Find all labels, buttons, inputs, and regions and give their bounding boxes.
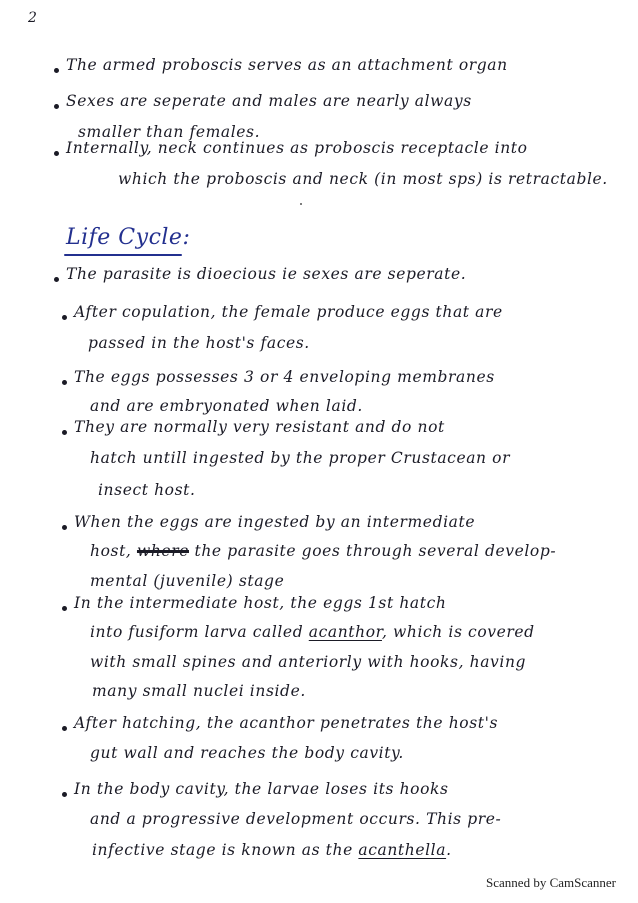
note-line: and are embryonated when laid. — [90, 397, 363, 415]
bullet-dot — [54, 104, 59, 109]
note-text: host, — [90, 542, 132, 560]
note-line: many small nuclei inside. — [92, 682, 306, 700]
note-line: They are normally very resistant and do not — [74, 418, 445, 436]
note-line: The armed proboscis serves as an attachment organ — [66, 56, 508, 74]
note-line: The parasite is dioecious ie sexes are seperate. — [66, 265, 467, 283]
underlined-term: acanthor — [308, 623, 382, 641]
underlined-term: acanthella — [358, 841, 447, 859]
bullet-dot — [62, 525, 67, 530]
bullet-dot — [54, 151, 59, 156]
bullet-dot — [62, 792, 67, 797]
scan-speck — [300, 203, 302, 205]
bullet-dot — [62, 380, 67, 385]
page-number: 2 — [28, 10, 37, 26]
bullet-dot — [62, 606, 67, 611]
note-line — [90, 625, 535, 641]
section-heading: Life Cycle: — [66, 225, 191, 250]
note-text: , which is covered — [381, 623, 535, 641]
heading-underline — [64, 254, 182, 256]
note-line: The eggs possesses 3 or 4 enveloping membranes — [74, 368, 495, 386]
bullet-dot — [62, 315, 67, 320]
bullet-dot — [62, 430, 67, 435]
note-line: gut wall and reaches the body cavity. — [90, 744, 404, 762]
note-text: . — [446, 841, 452, 859]
struck-word: where — [136, 542, 189, 560]
note-line — [90, 544, 556, 560]
scanner-watermark: Scanned by CamScanner — [486, 875, 616, 890]
note-line: mental (juvenile) stage — [90, 572, 285, 590]
note-text: infective stage is known as the — [92, 841, 353, 859]
note-line: which the proboscis and neck (in most sps) is retractable. — [118, 170, 608, 188]
note-line: In the body cavity, the larvae loses its hooks — [74, 780, 449, 798]
note-line: passed in the host's faces. — [88, 334, 310, 352]
note-text: into fusiform larva called — [90, 623, 304, 641]
note-line: After copulation, the female produce eggs that are — [74, 303, 503, 321]
bullet-dot — [62, 726, 67, 731]
note-line: with small spines and anteriorly with hooks, having — [90, 653, 527, 671]
note-line: After hatching, the acanthor penetrates the host's — [74, 714, 499, 732]
bullet-dot — [54, 68, 59, 73]
note-line: and a progressive development occurs. This pre- — [90, 810, 502, 828]
note-line: In the intermediate host, the eggs 1st hatch — [74, 594, 447, 612]
note-line: When the eggs are ingested by an intermediate — [74, 513, 476, 531]
note-line: Internally, neck continues as proboscis receptacle into — [66, 139, 528, 157]
note-line: hatch untill ingested by the proper Crustacean or — [90, 449, 511, 467]
note-text: the parasite goes through several develop- — [194, 542, 557, 560]
note-line: smaller than females. — [78, 123, 261, 141]
note-line — [92, 843, 452, 859]
bullet-dot — [54, 277, 59, 282]
note-line: Sexes are seperate and males are nearly always — [66, 92, 472, 110]
note-line: insect host. — [98, 481, 196, 499]
